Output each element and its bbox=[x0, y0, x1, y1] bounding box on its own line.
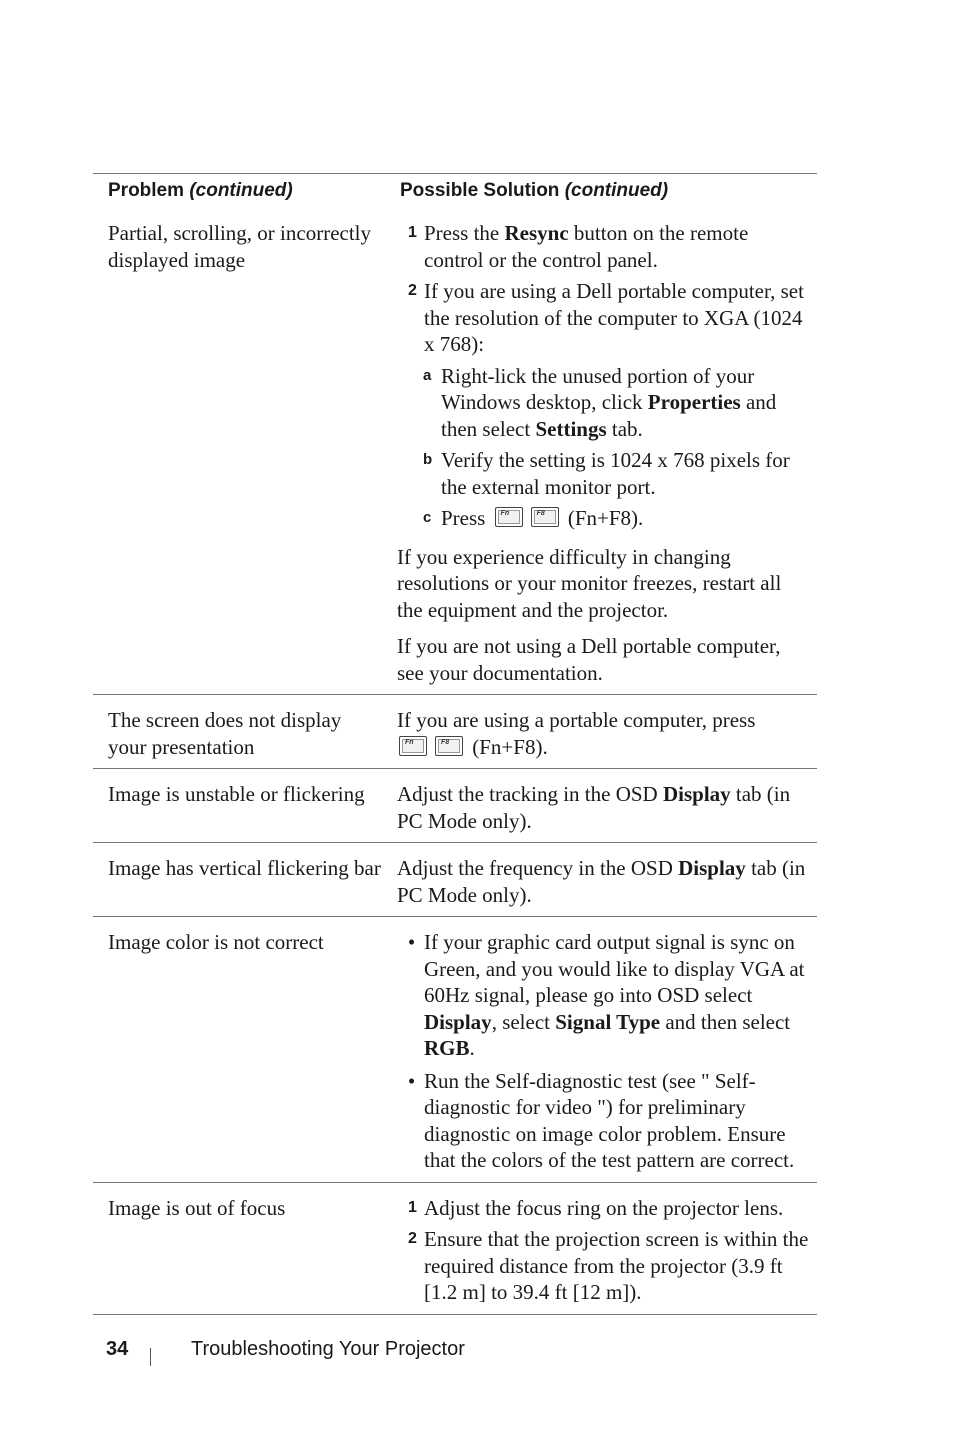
keyword: Display bbox=[678, 856, 746, 880]
problem-cell bbox=[93, 1183, 382, 1314]
keyword: Display bbox=[424, 1009, 492, 1034]
fn-key-icon bbox=[495, 507, 523, 527]
step-number: 2 bbox=[408, 1230, 417, 1247]
substep-item bbox=[397, 447, 809, 500]
solution-cell bbox=[382, 1183, 817, 1314]
step-item bbox=[397, 220, 809, 273]
step-number: 1 bbox=[408, 224, 417, 241]
text-run: . bbox=[469, 1036, 475, 1060]
step-item bbox=[397, 278, 809, 358]
note-paragraph: If you are not using a Dell portable computer, see your documentation. bbox=[397, 634, 781, 685]
text-run: tab. bbox=[606, 416, 643, 441]
substep-item bbox=[397, 363, 809, 443]
keyword: Resync bbox=[504, 221, 569, 245]
keyword: Properties bbox=[647, 390, 741, 414]
key-label: F8 bbox=[441, 738, 450, 746]
solution-cell bbox=[382, 695, 817, 768]
header-problem-suffix: (continued) bbox=[189, 180, 293, 201]
table-row bbox=[93, 843, 817, 917]
fn-key-icon bbox=[399, 736, 427, 756]
solution-text bbox=[397, 855, 809, 908]
solution-text bbox=[397, 781, 809, 834]
problem-text: The screen does not display your presentation bbox=[108, 708, 342, 759]
table-row bbox=[93, 208, 817, 695]
table-header bbox=[93, 174, 817, 208]
header-solution bbox=[382, 174, 817, 208]
problem-cell bbox=[93, 769, 382, 842]
step-item bbox=[397, 1226, 809, 1306]
text-run: Press the bbox=[424, 221, 505, 245]
footer-title: Troubleshooting Your Projector bbox=[191, 1338, 465, 1360]
problem-cell bbox=[93, 208, 382, 694]
substep-letter: a bbox=[423, 366, 432, 384]
text-run: Press bbox=[441, 506, 486, 530]
keyword: Display bbox=[662, 782, 731, 806]
substep-text bbox=[441, 363, 809, 443]
bullet-text bbox=[424, 929, 809, 1062]
table-row bbox=[93, 917, 817, 1183]
problem-cell bbox=[93, 843, 382, 916]
keyword: Signal Type bbox=[555, 1009, 661, 1034]
f8-key-icon bbox=[531, 507, 559, 527]
substep-item bbox=[397, 505, 809, 532]
text-run: tab (in PC Mode only). bbox=[397, 782, 791, 833]
header-solution-label: Possible Solution bbox=[400, 180, 560, 201]
footer-divider bbox=[150, 1348, 151, 1366]
problem-text: Image is unstable or flickering bbox=[108, 782, 365, 806]
bullet-icon: • bbox=[407, 930, 416, 954]
text-run: and then select bbox=[441, 390, 777, 441]
solution-text bbox=[397, 707, 809, 760]
text-run: If you are using a portable computer, press bbox=[397, 708, 756, 732]
bullet-text: Run the Self-diagnostic test (see " Self-diagnostic for video ") for preliminary diagnostic on image color problem. Ensure that the colors of the test pattern are correct. bbox=[424, 1068, 795, 1172]
problem-cell bbox=[93, 695, 382, 768]
text-run: tab (in PC Mode only). bbox=[397, 856, 806, 907]
page-number: 34 bbox=[106, 1338, 129, 1360]
step-number: 2 bbox=[408, 282, 417, 299]
problem-text: Image color is not correct bbox=[108, 930, 324, 954]
substep-letter: c bbox=[423, 509, 432, 526]
step-text: Adjust the focus ring on the projector lens. bbox=[424, 1195, 784, 1220]
text-run: Right-lick the unused portion of your Windows desktop, click bbox=[441, 363, 755, 414]
text-run: button on the remote control or the control panel. bbox=[424, 221, 749, 272]
keyword: RGB bbox=[424, 1036, 470, 1060]
key-label: F8 bbox=[536, 510, 545, 517]
text-run: and then select bbox=[660, 1009, 791, 1034]
substep-letter: b bbox=[423, 451, 433, 468]
table-row bbox=[93, 695, 817, 769]
text-run: Adjust the frequency in the OSD bbox=[397, 856, 679, 880]
text-run: Adjust the tracking in the OSD bbox=[397, 782, 663, 806]
key-label: Fn bbox=[405, 738, 414, 746]
problem-cell bbox=[93, 917, 382, 1182]
solution-cell bbox=[382, 769, 817, 842]
step-number: 1 bbox=[408, 1198, 417, 1216]
problem-text: Image is out of focus bbox=[108, 1195, 286, 1220]
key-label: Fn bbox=[500, 510, 510, 517]
problem-text: Partial, scrolling, or incorrectly displayed image bbox=[108, 221, 372, 272]
solution-cell bbox=[382, 208, 817, 694]
troubleshooting-table bbox=[93, 173, 817, 1315]
solution-cell bbox=[382, 917, 817, 1182]
bullet-icon: • bbox=[407, 1068, 416, 1093]
header-problem-label: Problem bbox=[108, 180, 185, 201]
keyword: Settings bbox=[535, 416, 607, 441]
substep-text bbox=[441, 505, 809, 532]
f8-key-icon bbox=[435, 736, 463, 756]
header-solution-suffix: (continued) bbox=[564, 180, 669, 201]
text-run: (Fn+F8). bbox=[567, 506, 644, 530]
text-run: If your graphic card output signal is sync on Green, and you would like to display VGA at 60Hz signal, please go into OSD select bbox=[424, 930, 805, 1007]
note-paragraph: If you experience difficulty in changing resolutions or your monitor freezes, restart all the equipment and the projector. bbox=[397, 544, 782, 622]
step-text bbox=[424, 220, 809, 273]
header-problem bbox=[93, 174, 382, 208]
table-row bbox=[93, 1183, 817, 1315]
table-row bbox=[93, 769, 817, 843]
substep-text: Verify the setting is 1024 x 768 pixels for the external monitor port. bbox=[441, 448, 790, 499]
text-run: (Fn+F8). bbox=[472, 734, 548, 759]
problem-text: Image has vertical flickering bar bbox=[108, 856, 381, 880]
step-text: Ensure that the projection screen is within the required distance from the projector (3.9 ft [1.2 m] to 39.4 ft [12 m]). bbox=[424, 1227, 809, 1304]
bullet-item bbox=[397, 929, 809, 1062]
step-text: If you are using a Dell portable computer, set the resolution of the computer to XGA (1024 x 768): bbox=[424, 279, 804, 356]
step-item bbox=[397, 1195, 809, 1222]
solution-cell bbox=[382, 843, 817, 916]
bullet-item bbox=[397, 1068, 809, 1174]
text-run: , select bbox=[491, 1009, 556, 1034]
